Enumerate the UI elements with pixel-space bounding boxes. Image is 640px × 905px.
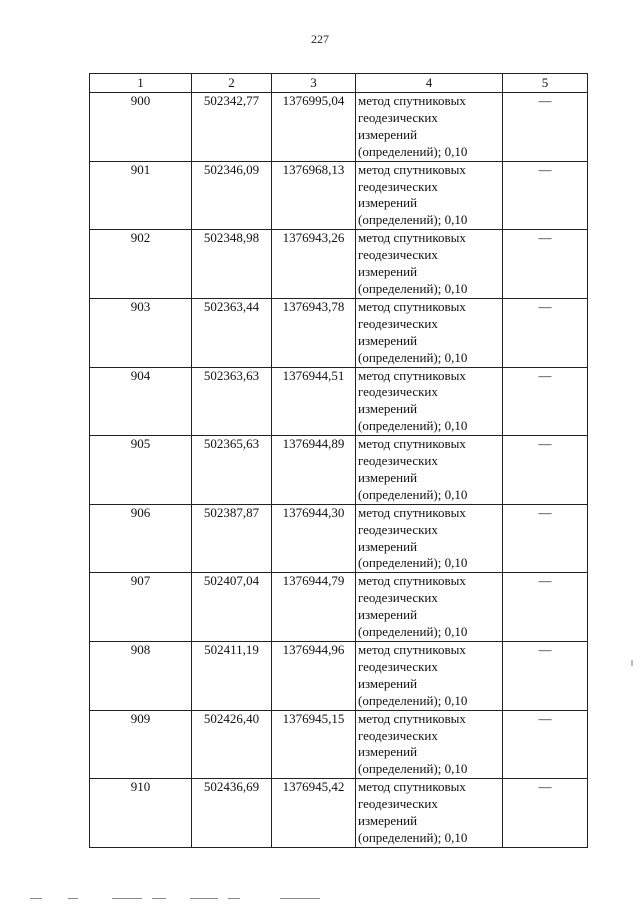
table-row <box>90 230 588 299</box>
x-coordinate: 502426,40 <box>192 710 272 779</box>
table-row <box>90 504 588 573</box>
y-coordinate: 1376945,15 <box>272 710 356 779</box>
point-number: 906 <box>90 504 192 573</box>
point-number: 902 <box>90 230 192 299</box>
table-row <box>90 779 588 848</box>
method-accuracy: метод спутниковых геодезических измерений (определений); 0,10 <box>356 642 503 711</box>
note-dash: — <box>503 436 588 505</box>
header-col-3: 3 <box>272 74 356 93</box>
table-row <box>90 436 588 505</box>
note-dash: — <box>503 298 588 367</box>
x-coordinate: 502407,04 <box>192 573 272 642</box>
note-dash: — <box>503 779 588 848</box>
x-coordinate: 502436,69 <box>192 779 272 848</box>
note-dash: — <box>503 367 588 436</box>
scan-footer-marks <box>30 898 350 902</box>
point-number: 900 <box>90 93 192 162</box>
point-number: 910 <box>90 779 192 848</box>
x-coordinate: 502387,87 <box>192 504 272 573</box>
header-col-4: 4 <box>356 74 503 93</box>
method-accuracy: метод спутниковых геодезических измерений (определений); 0,10 <box>356 573 503 642</box>
y-coordinate: 1376945,42 <box>272 779 356 848</box>
point-number: 908 <box>90 642 192 711</box>
point-number: 907 <box>90 573 192 642</box>
point-number: 909 <box>90 710 192 779</box>
method-accuracy: метод спутниковых геодезических измерений (определений); 0,10 <box>356 367 503 436</box>
point-number: 905 <box>90 436 192 505</box>
x-coordinate: 502363,63 <box>192 367 272 436</box>
note-dash: — <box>503 230 588 299</box>
method-accuracy: метод спутниковых геодезических измерений (определений); 0,10 <box>356 779 503 848</box>
header-col-2: 2 <box>192 74 272 93</box>
table-row <box>90 298 588 367</box>
header-col-5: 5 <box>503 74 588 93</box>
method-accuracy: метод спутниковых геодезических измерений (определений); 0,10 <box>356 504 503 573</box>
method-accuracy: метод спутниковых геодезических измерений (определений); 0,10 <box>356 161 503 230</box>
note-dash: — <box>503 93 588 162</box>
x-coordinate: 502346,09 <box>192 161 272 230</box>
table-row <box>90 161 588 230</box>
coordinates-table <box>89 73 588 848</box>
y-coordinate: 1376968,13 <box>272 161 356 230</box>
point-number: 901 <box>90 161 192 230</box>
header-col-1: 1 <box>90 74 192 93</box>
point-number: 904 <box>90 367 192 436</box>
method-accuracy: метод спутниковых геодезических измерений (определений); 0,10 <box>356 93 503 162</box>
y-coordinate: 1376944,89 <box>272 436 356 505</box>
x-coordinate: 502342,77 <box>192 93 272 162</box>
x-coordinate: 502348,98 <box>192 230 272 299</box>
x-coordinate: 502365,63 <box>192 436 272 505</box>
y-coordinate: 1376995,04 <box>272 93 356 162</box>
method-accuracy: метод спутниковых геодезических измерений (определений); 0,10 <box>356 436 503 505</box>
x-coordinate: 502363,44 <box>192 298 272 367</box>
x-coordinate: 502411,19 <box>192 642 272 711</box>
table-row <box>90 573 588 642</box>
scan-speck <box>631 660 633 666</box>
page-number: 227 <box>311 32 329 46</box>
note-dash: — <box>503 573 588 642</box>
method-accuracy: метод спутниковых геодезических измерений (определений); 0,10 <box>356 298 503 367</box>
note-dash: — <box>503 710 588 779</box>
header-row <box>90 74 588 93</box>
method-accuracy: метод спутниковых геодезических измерений (определений); 0,10 <box>356 230 503 299</box>
note-dash: — <box>503 161 588 230</box>
table-header <box>90 74 588 93</box>
table-row <box>90 93 588 162</box>
method-accuracy: метод спутниковых геодезических измерений (определений); 0,10 <box>356 710 503 779</box>
point-number: 903 <box>90 298 192 367</box>
y-coordinate: 1376943,78 <box>272 298 356 367</box>
y-coordinate: 1376944,96 <box>272 642 356 711</box>
y-coordinate: 1376944,51 <box>272 367 356 436</box>
table-row <box>90 710 588 779</box>
table-row <box>90 642 588 711</box>
y-coordinate: 1376943,26 <box>272 230 356 299</box>
table-body <box>90 93 588 848</box>
y-coordinate: 1376944,30 <box>272 504 356 573</box>
note-dash: — <box>503 504 588 573</box>
note-dash: — <box>503 642 588 711</box>
y-coordinate: 1376944,79 <box>272 573 356 642</box>
table-row <box>90 367 588 436</box>
